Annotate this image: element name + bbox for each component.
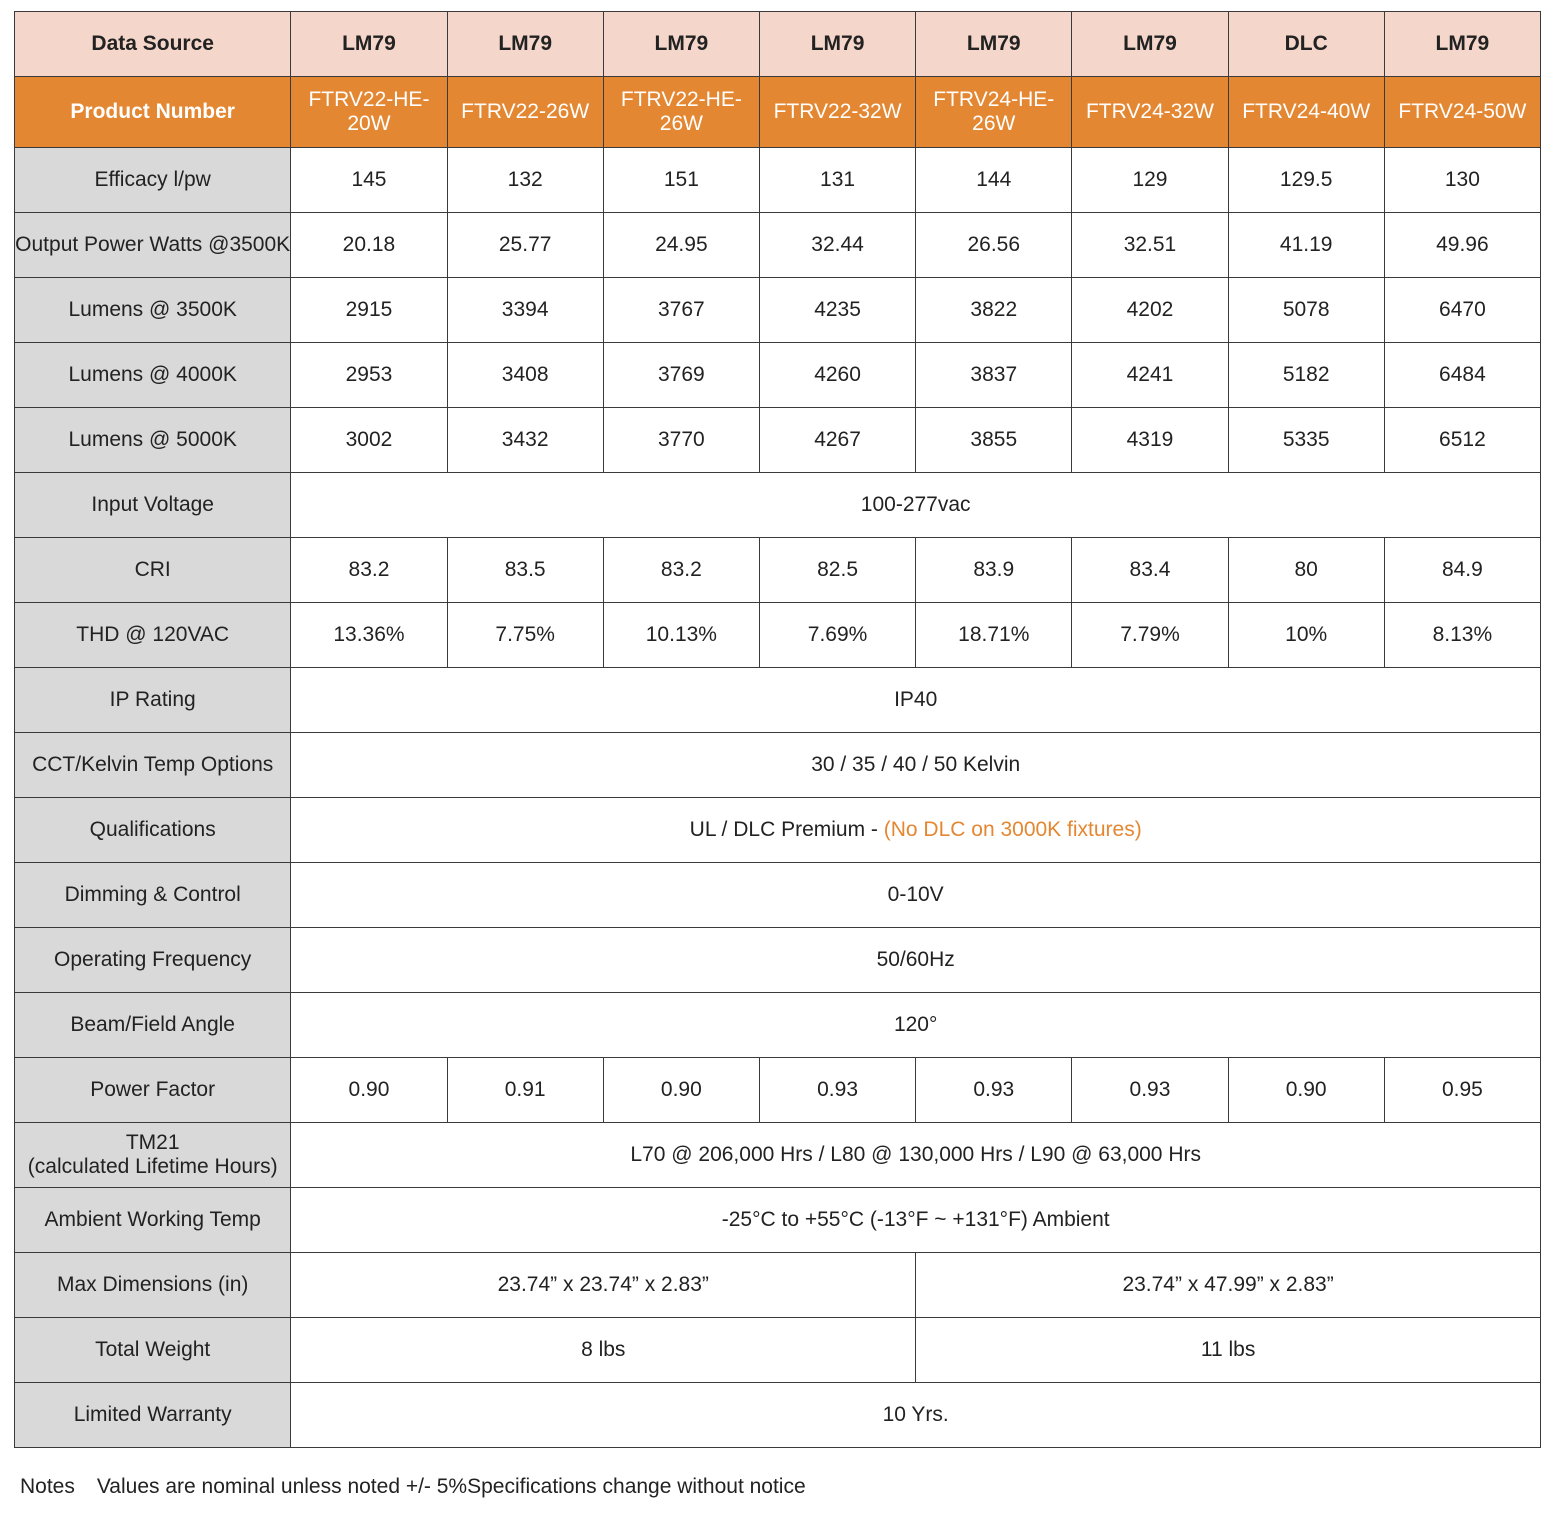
table-cell: 129 [1072, 148, 1228, 213]
table-cell: 3822 [916, 278, 1072, 343]
table-cell: 25.77 [447, 213, 603, 278]
lumens-3500-label: Lumens @ 3500K [15, 278, 291, 343]
beam-angle-label: Beam/Field Angle [15, 993, 291, 1058]
table-cell: 0.90 [291, 1058, 447, 1123]
table-row [15, 538, 1541, 603]
table-cell: 3394 [447, 278, 603, 343]
cri-label: CRI [15, 538, 291, 603]
notes-text: Values are nominal unless noted +/- 5%Specifications change without notice [96, 1475, 806, 1498]
table-cell: 8.13% [1384, 603, 1540, 668]
table-cell: 0.93 [1072, 1058, 1228, 1123]
tm21-label [15, 1123, 291, 1188]
table-cell: 4235 [759, 278, 915, 343]
table-cell: 10.13% [603, 603, 759, 668]
table-cell: 24.95 [603, 213, 759, 278]
table-row [15, 798, 1541, 863]
dimming-label: Dimming & Control [15, 863, 291, 928]
dimensions-24-value: 23.74” x 47.99” x 2.83” [916, 1253, 1541, 1318]
product-number-cell: FTRV22-HE-26W [603, 77, 759, 148]
product-number-cell: FTRV24-HE-26W [916, 77, 1072, 148]
table-cell: 4202 [1072, 278, 1228, 343]
table-row [15, 1123, 1541, 1188]
table-row [15, 343, 1541, 408]
table-cell: 32.44 [759, 213, 915, 278]
table-cell: 5182 [1228, 343, 1384, 408]
table-row [15, 993, 1541, 1058]
table-cell: 7.75% [447, 603, 603, 668]
qualifications-note: (No DLC on 3000K fixtures) [883, 818, 1142, 842]
data-source-label: Data Source [15, 12, 291, 77]
table-cell: 5078 [1228, 278, 1384, 343]
product-number-row [15, 77, 1541, 148]
table-cell: 0.90 [603, 1058, 759, 1123]
data-source-cell: LM79 [1384, 12, 1540, 77]
table-cell: 5335 [1228, 408, 1384, 473]
product-number-cell: FTRV24-50W [1384, 77, 1540, 148]
table-row [15, 1383, 1541, 1448]
table-cell: 132 [447, 148, 603, 213]
table-cell: 13.36% [291, 603, 447, 668]
table-cell: 26.56 [916, 213, 1072, 278]
weight-24-value: 11 lbs [916, 1318, 1541, 1383]
data-source-row [15, 12, 1541, 77]
table-cell: 3767 [603, 278, 759, 343]
data-source-cell: LM79 [916, 12, 1072, 77]
product-number-cell: FTRV22-32W [759, 77, 915, 148]
data-source-cell: DLC [1228, 12, 1384, 77]
table-row [15, 213, 1541, 278]
cct-value: 30 / 35 / 40 / 50 Kelvin [291, 733, 1541, 798]
table-row [15, 668, 1541, 733]
table-cell: 4319 [1072, 408, 1228, 473]
product-number-label: Product Number [15, 77, 291, 148]
qualifications-label: Qualifications [15, 798, 291, 863]
dimming-value: 0-10V [291, 863, 1541, 928]
table-cell: 82.5 [759, 538, 915, 603]
table-row [15, 278, 1541, 343]
table-row [15, 1188, 1541, 1253]
data-source-cell: LM79 [603, 12, 759, 77]
product-number-cell: FTRV22-HE-20W [291, 77, 447, 148]
qualifications-text: UL / DLC Premium - [689, 818, 884, 842]
warranty-label: Limited Warranty [15, 1383, 291, 1448]
beam-angle-value: 120° [291, 993, 1541, 1058]
table-row [15, 148, 1541, 213]
dimensions-22-value: 23.74” x 23.74” x 2.83” [291, 1253, 916, 1318]
data-source-cell: LM79 [759, 12, 915, 77]
tm21-value: L70 @ 206,000 Hrs / L80 @ 130,000 Hrs / L90 @ 63,000 Hrs [291, 1123, 1541, 1188]
table-row [15, 1058, 1541, 1123]
table-cell: 83.2 [603, 538, 759, 603]
table-cell: 4241 [1072, 343, 1228, 408]
frequency-value: 50/60Hz [291, 928, 1541, 993]
table-cell: 0.90 [1228, 1058, 1384, 1123]
ambient-temp-value: -25°C to +55°C (-13°F ~ +131°F) Ambient [291, 1188, 1541, 1253]
table-cell: 83.5 [447, 538, 603, 603]
data-source-cell: LM79 [291, 12, 447, 77]
qualifications-value [291, 798, 1541, 863]
table-cell: 3770 [603, 408, 759, 473]
table-cell: 6484 [1384, 343, 1540, 408]
table-cell: 3769 [603, 343, 759, 408]
table-cell: 18.71% [916, 603, 1072, 668]
cct-label: CCT/Kelvin Temp Options [15, 733, 291, 798]
table-cell: 2915 [291, 278, 447, 343]
weight-label: Total Weight [15, 1318, 291, 1383]
table-cell: 3855 [916, 408, 1072, 473]
table-cell: 4267 [759, 408, 915, 473]
efficacy-label: Efficacy l/pw [15, 148, 291, 213]
table-cell: 20.18 [291, 213, 447, 278]
input-voltage-value: 100-277vac [291, 473, 1541, 538]
table-cell: 10% [1228, 603, 1384, 668]
notes [20, 1475, 806, 1499]
lumens-5000-label: Lumens @ 5000K [15, 408, 291, 473]
table-cell: 41.19 [1228, 213, 1384, 278]
notes-label: Notes [20, 1475, 75, 1498]
table-cell: 83.2 [291, 538, 447, 603]
table-cell: 0.91 [447, 1058, 603, 1123]
table-row [15, 863, 1541, 928]
tm21-label-line2: (calculated Lifetime Hours) [27, 1155, 278, 1178]
table-cell: 0.93 [916, 1058, 1072, 1123]
data-source-cell: LM79 [447, 12, 603, 77]
table-cell: 151 [603, 148, 759, 213]
table-cell: 49.96 [1384, 213, 1540, 278]
ip-rating-label: IP Rating [15, 668, 291, 733]
table-cell: 145 [291, 148, 447, 213]
table-cell: 3837 [916, 343, 1072, 408]
table-cell: 6470 [1384, 278, 1540, 343]
data-source-cell: LM79 [1072, 12, 1228, 77]
table-cell: 6512 [1384, 408, 1540, 473]
table-row [15, 1318, 1541, 1383]
table-cell: 32.51 [1072, 213, 1228, 278]
table-cell: 83.9 [916, 538, 1072, 603]
input-voltage-label: Input Voltage [15, 473, 291, 538]
weight-22-value: 8 lbs [291, 1318, 916, 1383]
ip-rating-value: IP40 [291, 668, 1541, 733]
warranty-value: 10 Yrs. [291, 1383, 1541, 1448]
table-cell: 4260 [759, 343, 915, 408]
table-cell: 3002 [291, 408, 447, 473]
table-row [15, 473, 1541, 538]
table-cell: 84.9 [1384, 538, 1540, 603]
output-power-label: Output Power Watts @3500K [15, 213, 291, 278]
frequency-label: Operating Frequency [15, 928, 291, 993]
dimensions-label: Max Dimensions (in) [15, 1253, 291, 1318]
table-cell: 3408 [447, 343, 603, 408]
product-number-cell: FTRV22-26W [447, 77, 603, 148]
table-cell: 131 [759, 148, 915, 213]
spec-table [14, 11, 1541, 1448]
table-cell: 0.93 [759, 1058, 915, 1123]
product-number-cell: FTRV24-40W [1228, 77, 1384, 148]
table-cell: 7.69% [759, 603, 915, 668]
ambient-temp-label: Ambient Working Temp [15, 1188, 291, 1253]
table-cell: 144 [916, 148, 1072, 213]
table-cell: 130 [1384, 148, 1540, 213]
table-row [15, 928, 1541, 993]
table-cell: 7.79% [1072, 603, 1228, 668]
table-cell: 129.5 [1228, 148, 1384, 213]
product-number-cell: FTRV24-32W [1072, 77, 1228, 148]
table-row [15, 408, 1541, 473]
thd-label: THD @ 120VAC [15, 603, 291, 668]
table-row [15, 733, 1541, 798]
power-factor-label: Power Factor [15, 1058, 291, 1123]
table-cell: 83.4 [1072, 538, 1228, 603]
tm21-label-line1: TM21 [125, 1131, 180, 1155]
table-cell: 3432 [447, 408, 603, 473]
table-cell: 2953 [291, 343, 447, 408]
table-cell: 0.95 [1384, 1058, 1540, 1123]
lumens-4000-label: Lumens @ 4000K [15, 343, 291, 408]
table-cell: 80 [1228, 538, 1384, 603]
table-row [15, 603, 1541, 668]
table-row [15, 1253, 1541, 1318]
